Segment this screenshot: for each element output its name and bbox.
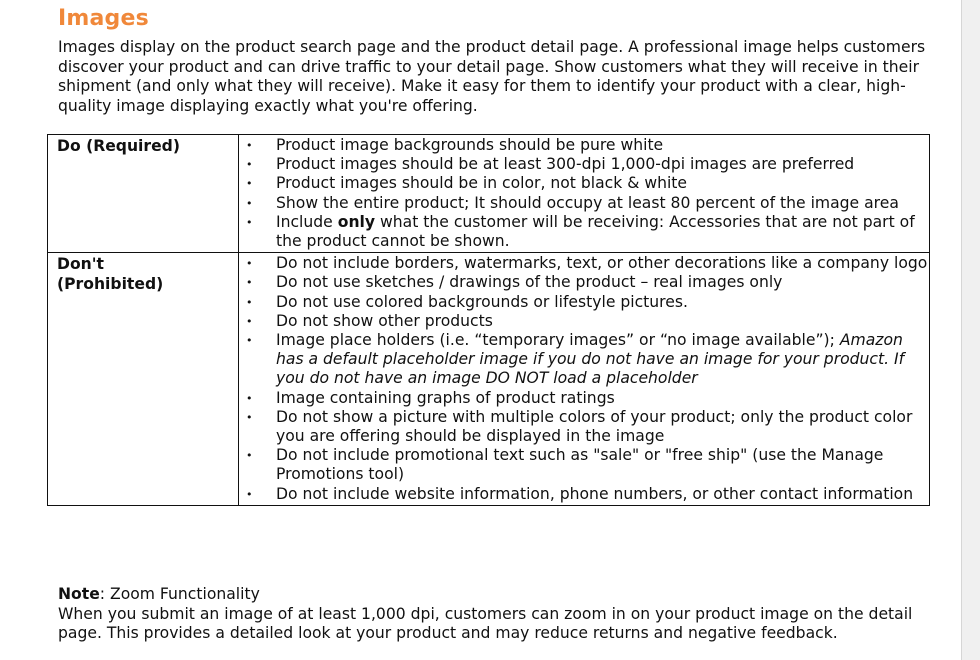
item-italic-text: Amazon has a default placeholder image if you do not have an image for your product. If you do not have an image DO NOT load a placeholder (276, 331, 905, 388)
do-label (48, 135, 239, 253)
list-item (239, 331, 929, 389)
item-text: Image place holders (i.e. “temporary images” or “no image available”); (276, 331, 840, 350)
do-row (48, 135, 930, 253)
list-item (239, 213, 929, 251)
dont-list-cell (239, 253, 930, 506)
list-item: • Product image backgrounds should be pure white (239, 136, 929, 155)
note-label: Note (58, 585, 100, 603)
list-item: • Do not show other products (239, 312, 929, 331)
dont-label-line: (Prohibited) (57, 274, 164, 293)
list-item: • Do not show a picture with multiple colors of your product; only the product color you are offering should be displayed in the image (239, 408, 929, 446)
dont-label (48, 253, 239, 506)
do-label-text: Do (Required) (57, 137, 180, 155)
dont-list (239, 254, 929, 504)
note-heading (58, 585, 930, 605)
list-item: • Image containing graphs of product ratings (239, 389, 929, 408)
list-item: • Show the entire product; It should occupy at least 80 percent of the image area (239, 194, 929, 213)
list-item: • Product images should be at least 300-dpi 1,000-dpi images are preferred (239, 155, 929, 174)
list-item: • Do not use colored backgrounds or lifestyle pictures. (239, 293, 929, 312)
list-item: • Product images should be in color, not black & white (239, 174, 929, 193)
item-text: Include (276, 212, 338, 231)
intro-paragraph: Images display on the product search page and the product detail page. A professional image helps customers discover your product and can drive traffic to your detail page. Show customers what they will receive in their shipment (and only what they will receive). Make it easy for them to identify your product with a clear, high-quality image displaying exactly what you're offering. (58, 38, 926, 115)
list-item: • Do not include borders, watermarks, text, or other decorations like a company logo (239, 254, 929, 273)
zoom-note (58, 585, 930, 644)
dont-label-line: Don't (57, 255, 104, 274)
list-item: • Do not include website information, phone numbers, or other contact information (239, 485, 929, 504)
item-emphasis: only (337, 212, 376, 231)
image-rules-table (47, 134, 930, 506)
dont-row (48, 253, 930, 506)
item-text: what the customer will be receiving: Accessories that are not part of the product cannot be shown. (276, 212, 915, 251)
section-title: Images (58, 6, 149, 31)
page-right-edge (961, 0, 980, 660)
do-list-cell (239, 135, 930, 253)
do-list (239, 136, 929, 251)
list-item: • Do not use sketches / drawings of the product – real images only (239, 273, 929, 292)
note-heading-text: : Zoom Functionality (99, 585, 260, 603)
note-body: When you submit an image of at least 1,000 dpi, customers can zoom in on your product image on the detail page. This provides a detailed look at your product and may reduce returns and negative feedback. (58, 604, 913, 643)
list-item: • Do not include promotional text such as "sale" or "free ship" (use the Manage Promotions tool) (239, 446, 929, 484)
